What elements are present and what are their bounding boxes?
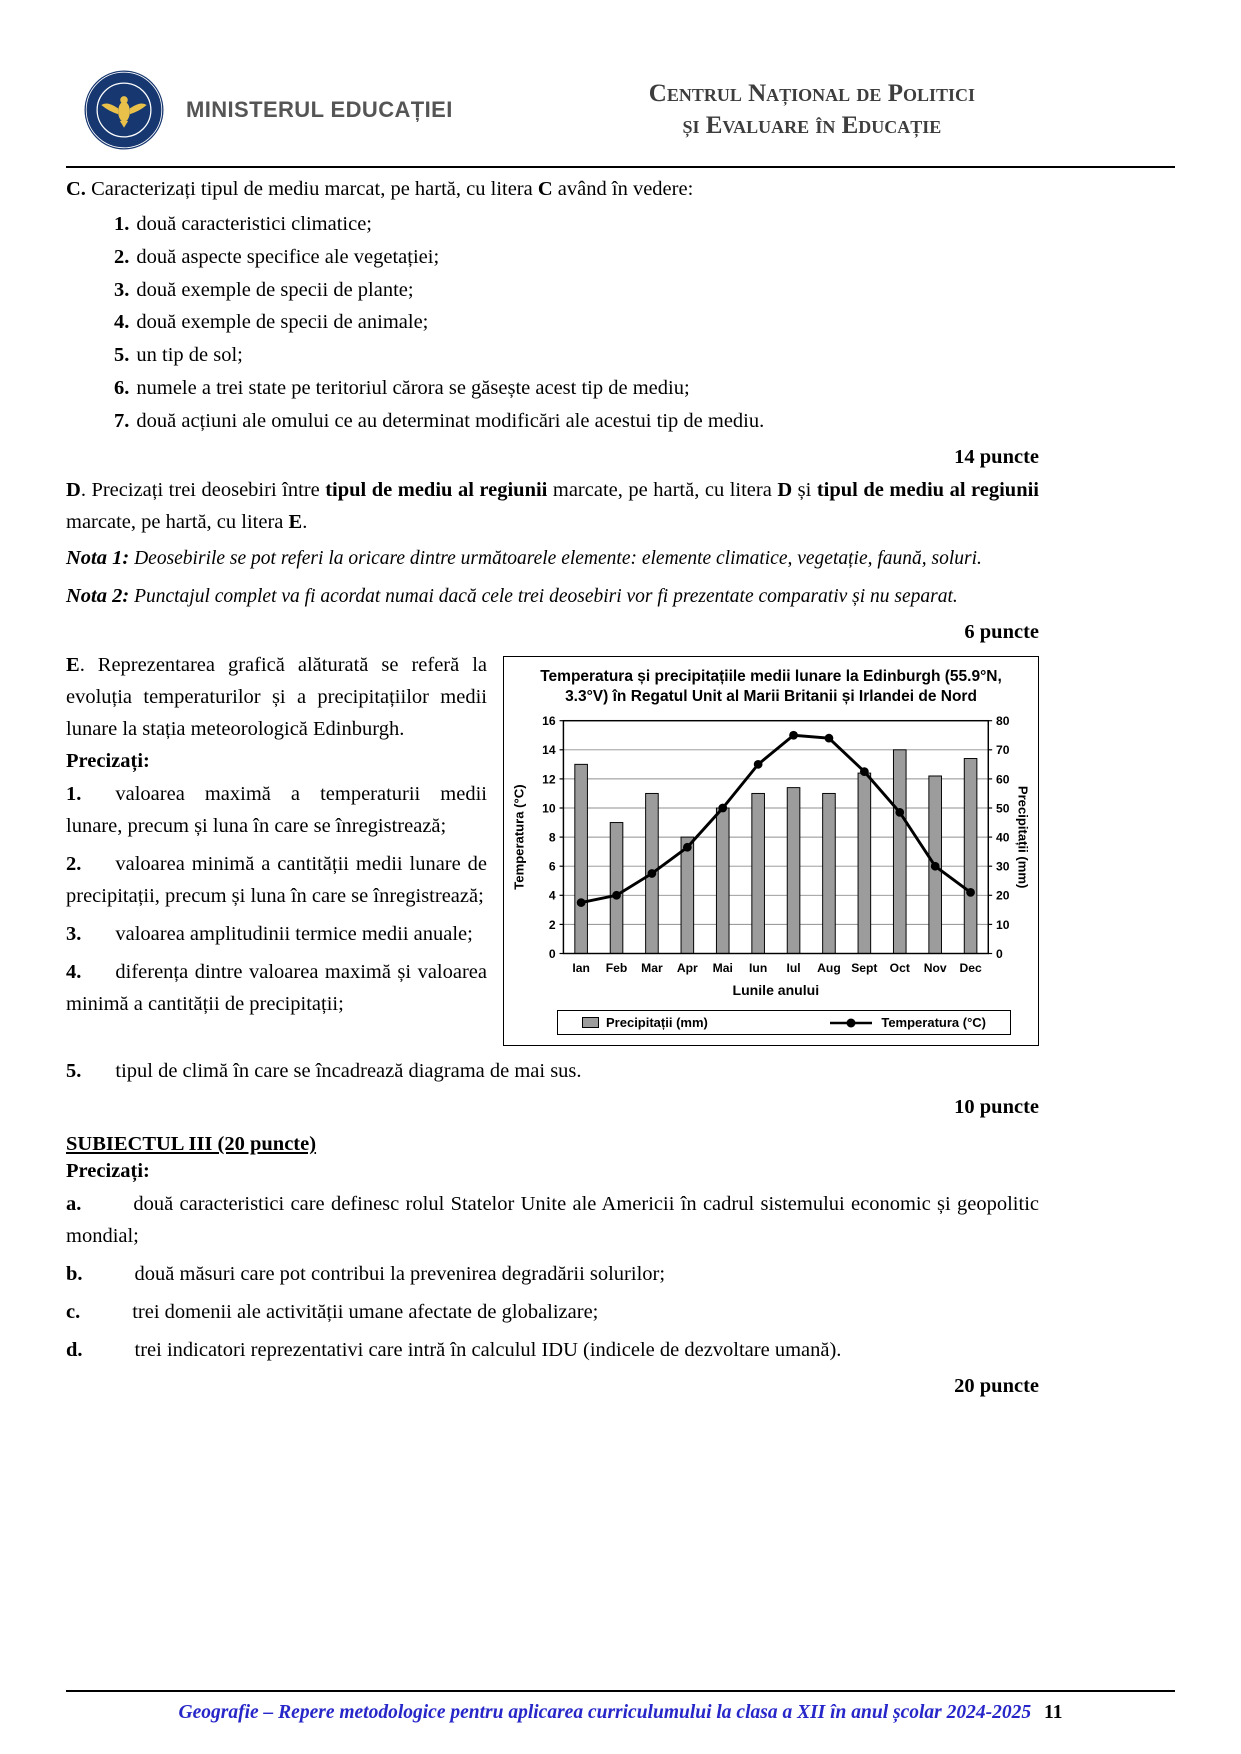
item-number: 2.	[66, 852, 82, 875]
item-text: valoarea maximă a temperaturii medii lunare, precum și luna în care se înregistrează;	[66, 782, 487, 837]
svg-text:Apr: Apr	[676, 961, 698, 976]
section-c-label: C.	[66, 178, 86, 200]
item-text: un tip de sol;	[136, 344, 243, 367]
national-center-name	[649, 78, 975, 143]
item-text: diferența dintre valoarea maximă și valoarea minimă a cantității de precipitații;	[66, 960, 487, 1015]
section-c-item	[66, 274, 1039, 307]
climate-chart	[503, 656, 1039, 1046]
header-left	[82, 68, 453, 152]
nota-1	[66, 542, 1039, 575]
item-text: două caracteristici climatice;	[136, 212, 372, 235]
climate-chart-plot	[511, 711, 1031, 1002]
legend-item-precipitation	[582, 1015, 708, 1030]
nota-2-label: Nota 2:	[66, 584, 130, 607]
item-text: trei indicatori reprezentativi care intră în calculul IDU (indicele de dezvoltare umană).	[134, 1339, 842, 1362]
subiectul-3-item	[66, 1189, 1039, 1253]
footer-text: Geografie – Repere metodologice pentru aplicarea curriculumului la clasa a XII în anul școlar 2024-2025	[178, 1702, 1032, 1723]
svg-text:10: 10	[996, 917, 1010, 932]
section-e-lead: E. Reprezentarea grafică alăturată se referă la evoluția temperaturilor și a precipitațiilor medii lunare la stația meteorologică Edinburgh.	[66, 653, 487, 740]
svg-text:Feb: Feb	[605, 961, 628, 976]
section-c-item	[66, 372, 1039, 405]
svg-text:60: 60	[996, 772, 1010, 787]
item-number: 2.	[114, 245, 130, 268]
svg-text:Iun: Iun	[749, 961, 768, 976]
svg-text:Ian: Ian	[572, 961, 590, 976]
subiectul-3-item	[66, 1335, 1039, 1367]
section-c-item	[66, 405, 1039, 438]
ministry-name: MINISTERUL EDUCAȚIEI	[186, 97, 453, 122]
item-letter: a.	[66, 1193, 82, 1216]
svg-text:40: 40	[996, 830, 1010, 845]
item-number: 3.	[66, 922, 82, 945]
svg-text:30: 30	[996, 859, 1010, 874]
item-text: două acțiuni ale omului ce au determinat modificări ale acestui tip de mediu.	[136, 409, 765, 432]
svg-text:Precipitații (mm): Precipitații (mm)	[1015, 786, 1031, 889]
svg-text:20: 20	[996, 888, 1010, 903]
svg-text:Aug: Aug	[817, 961, 841, 976]
svg-text:Mar: Mar	[641, 961, 663, 976]
section-e	[66, 650, 1039, 1119]
item-number: 1.	[66, 782, 82, 805]
header-rule	[66, 166, 1175, 168]
item-letter: d.	[66, 1339, 83, 1362]
footer-page-number: 11	[1044, 1702, 1063, 1723]
legend-temperature-label: Temperatura (°C)	[881, 1015, 986, 1031]
svg-text:50: 50	[996, 801, 1010, 816]
svg-text:Oct: Oct	[889, 961, 910, 976]
section-e-item	[66, 1056, 1039, 1088]
item-number: 1.	[114, 212, 130, 235]
subiectul-3-title: SUBIECTUL III (20 puncte)	[66, 1133, 317, 1156]
legend-item-temperature	[828, 1015, 986, 1030]
svg-text:Temperatura (°C): Temperatura (°C)	[511, 784, 527, 890]
item-number: 3.	[114, 278, 130, 301]
svg-text:16: 16	[542, 714, 556, 729]
subiectul-3-item	[66, 1259, 1039, 1291]
chart-legend	[557, 1010, 1011, 1035]
section-c-points: 14 puncte	[954, 445, 1039, 468]
item-text: două exemple de specii de plante;	[136, 278, 414, 301]
item-text: două aspecte specifice ale vegetației;	[136, 245, 440, 268]
svg-text:14: 14	[542, 743, 556, 758]
item-text: trei domenii ale activității umane afectate de globalizare;	[132, 1301, 599, 1324]
item-text: valoarea minimă a cantității medii lunare de precipitații, precum și luna în care se înregistrează;	[66, 852, 487, 907]
subiectul-3-item	[66, 1297, 1039, 1329]
section-d-points: 6 puncte	[964, 620, 1039, 643]
item-text: tipul de climă în care se încadrează diagrama de mai sus.	[115, 1060, 582, 1083]
section-c-item	[66, 208, 1039, 241]
svg-text:Nov: Nov	[923, 961, 947, 976]
nota-1-label: Nota 1:	[66, 547, 130, 570]
svg-text:6: 6	[548, 859, 556, 874]
svg-text:70: 70	[996, 743, 1010, 758]
item-text: două măsuri care pot contribui la prevenirea degradării solurilor;	[134, 1263, 666, 1286]
section-e-points: 10 puncte	[954, 1096, 1039, 1119]
section-c-item	[66, 306, 1039, 339]
section-e-label: E	[66, 653, 80, 676]
item-letter: c.	[66, 1301, 81, 1324]
svg-text:Dec: Dec	[959, 961, 982, 976]
item-text: numele a trei state pe teritoriul cărora se găsește acest tip de mediu;	[136, 376, 690, 399]
item-letter: b.	[66, 1263, 83, 1286]
section-c-lead: C. Caracterizați tipul de mediu marcat, pe hartă, cu litera C având în vedere:	[66, 178, 694, 200]
nota-1-text: Deosebirile se pot referi la oricare dintre următoarele elemente: elemente climatice, vegetație, faună, soluri.	[129, 548, 982, 570]
item-number: 4.	[114, 311, 130, 334]
nota-2-text: Punctajul complet va fi acordat numai dacă cele trei deosebiri vor fi prezentate comparativ și nu separat.	[129, 585, 958, 607]
svg-text:0: 0	[996, 947, 1003, 962]
chart-title-line1: Temperatura și precipitațiile medii lunare la Edinburgh (55.9°N,	[540, 667, 1002, 685]
chart-title-line2: 3.3°V) în Regatul Unit al Marii Britanii și Irlandei de Nord	[565, 688, 977, 706]
svg-text:2: 2	[548, 917, 556, 932]
item-number: 5.	[114, 344, 130, 367]
section-c-list	[66, 208, 1039, 438]
svg-text:4: 4	[548, 888, 556, 903]
svg-text:Lunile anului: Lunile anului	[732, 982, 820, 999]
center-name-line2: și Evaluare în Educație	[682, 112, 942, 139]
subiectul-3-points: 20 puncte	[954, 1374, 1039, 1397]
section-c-item	[66, 339, 1039, 372]
subiectul-3-precizati: Precizați:	[66, 1160, 150, 1183]
footer	[66, 1690, 1175, 1724]
svg-text:10: 10	[542, 801, 556, 816]
svg-text:Sept: Sept	[851, 961, 878, 976]
item-number: 5.	[66, 1060, 82, 1083]
legend-precipitation-label: Precipitații (mm)	[606, 1015, 708, 1031]
item-text: două exemple de specii de animale;	[136, 311, 429, 334]
section-c-item	[66, 241, 1039, 274]
svg-text:12: 12	[542, 772, 556, 787]
item-text: două caracteristici care definesc rolul Statelor Unite ale Americii în cadrul sistemului economic și geopolitic mondial;	[66, 1193, 1039, 1248]
guvernul-romaniei-logo-icon	[82, 68, 166, 152]
center-name-line1: Centrul Național de Politici	[648, 79, 975, 107]
svg-text:0: 0	[548, 947, 556, 962]
section-e-precizati: Precizați:	[66, 749, 150, 772]
header	[66, 0, 1175, 152]
item-number: 6.	[114, 376, 130, 399]
item-number: 7.	[114, 409, 130, 432]
item-text: valoarea amplitudinii termice medii anuale;	[115, 922, 473, 945]
section-d-paragraph: D. Precizați trei deosebiri între tipul de mediu al regiunii marcate, pe hartă, cu litera D și tipul de mediu al regiunii marcate, pe hartă, cu litera E.	[66, 478, 1039, 533]
precipitation-bar-swatch-icon	[582, 1017, 599, 1028]
nota-2	[66, 580, 1039, 613]
item-number: 4.	[66, 960, 82, 983]
svg-text:80: 80	[996, 714, 1010, 729]
temperature-line-swatch-icon	[828, 1017, 874, 1029]
svg-text:Iul: Iul	[786, 961, 801, 976]
svg-text:Mai: Mai	[712, 961, 733, 976]
svg-text:8: 8	[548, 830, 556, 845]
